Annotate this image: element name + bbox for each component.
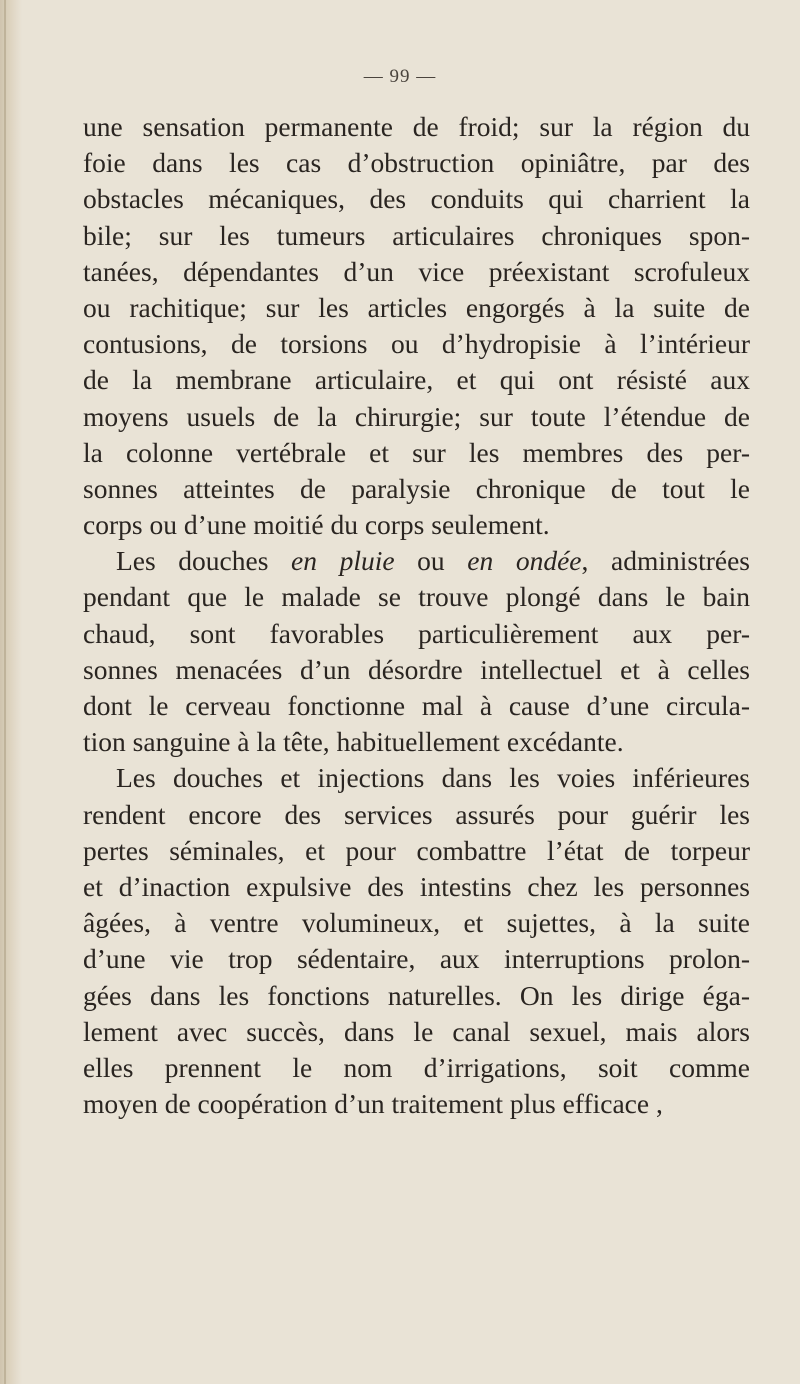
text-line: moyen de coopération d’un traitement plus efficace , (83, 1088, 663, 1120)
text-line: d’une vie trop sédentaire, aux interruptions prolon- (83, 943, 750, 975)
text-line: ou rachitique; sur les articles engorgés à la suite de (83, 291, 750, 323)
italic-term: en ondée (467, 545, 582, 577)
text-run: , administrées (581, 545, 750, 577)
text-line: et d’inaction expulsive des intestins chez les personnes (83, 870, 750, 902)
text-line: corps ou d’une moitié du corps seulement. (83, 509, 550, 541)
text-line: pendant que le malade se trouve plongé dans le bain (83, 581, 750, 613)
body-text (83, 109, 750, 1122)
paragraph-first-line: Les douches et injections dans les voies inférieures (116, 762, 750, 794)
page-number: — 99 — (363, 66, 437, 87)
text-line: la colonne vertébrale et sur les membres des per- (83, 436, 750, 468)
text-line: tanées, dépendantes d’un vice préexistant scrofuleux (83, 255, 750, 287)
text-run: ou (394, 545, 468, 577)
text-run: Les douches (116, 545, 292, 577)
text-line: dont le cerveau fonctionne mal à cause d’une circula- (83, 690, 750, 721)
text-line: foie dans les cas d’obstruction opiniâtre, par des (83, 147, 750, 179)
text-line: lement avec succès, dans le canal sexuel, mais alors (83, 1015, 750, 1047)
text-line: rendent encore des services assurés pour guérir les (83, 798, 750, 830)
text-line: obstacles mécaniques, des conduits qui charrient la (83, 183, 750, 215)
text-line: tion sanguine à la tête, habituellement excédante. (83, 726, 624, 758)
text-line: gées dans les fonctions naturelles. On les dirige éga- (83, 979, 750, 1011)
italic-term: en pluie (291, 545, 395, 577)
paragraph-first-line (83, 543, 750, 579)
text-line: une sensation permanente de froid; sur la région du (83, 111, 750, 142)
binding-edge (4, 0, 6, 1384)
text-line: sonnes atteintes de paralysie chronique de tout le (83, 472, 750, 504)
text-line: contusions, de torsions ou d’hydropisie à l’intérieur (83, 328, 750, 360)
text-line: chaud, sont favorables particulièrement aux per- (83, 617, 750, 649)
text-line: sonnes menacées d’un désordre intellectuel et à celles (83, 653, 750, 685)
text-line: bile; sur les tumeurs articulaires chroniques spon- (83, 219, 750, 251)
text-line: elles prennent le nom d’irrigations, soit comme (83, 1051, 750, 1083)
text-line: âgées, à ventre volumineux, et sujettes, à la suite (83, 907, 750, 939)
text-line: de la membrane articulaire, et qui ont résisté aux (83, 364, 750, 396)
text-line: pertes séminales, et pour combattre l’état de torpeur (83, 834, 750, 866)
text-line: moyens usuels de la chirurgie; sur toute l’étendue de (83, 400, 750, 432)
